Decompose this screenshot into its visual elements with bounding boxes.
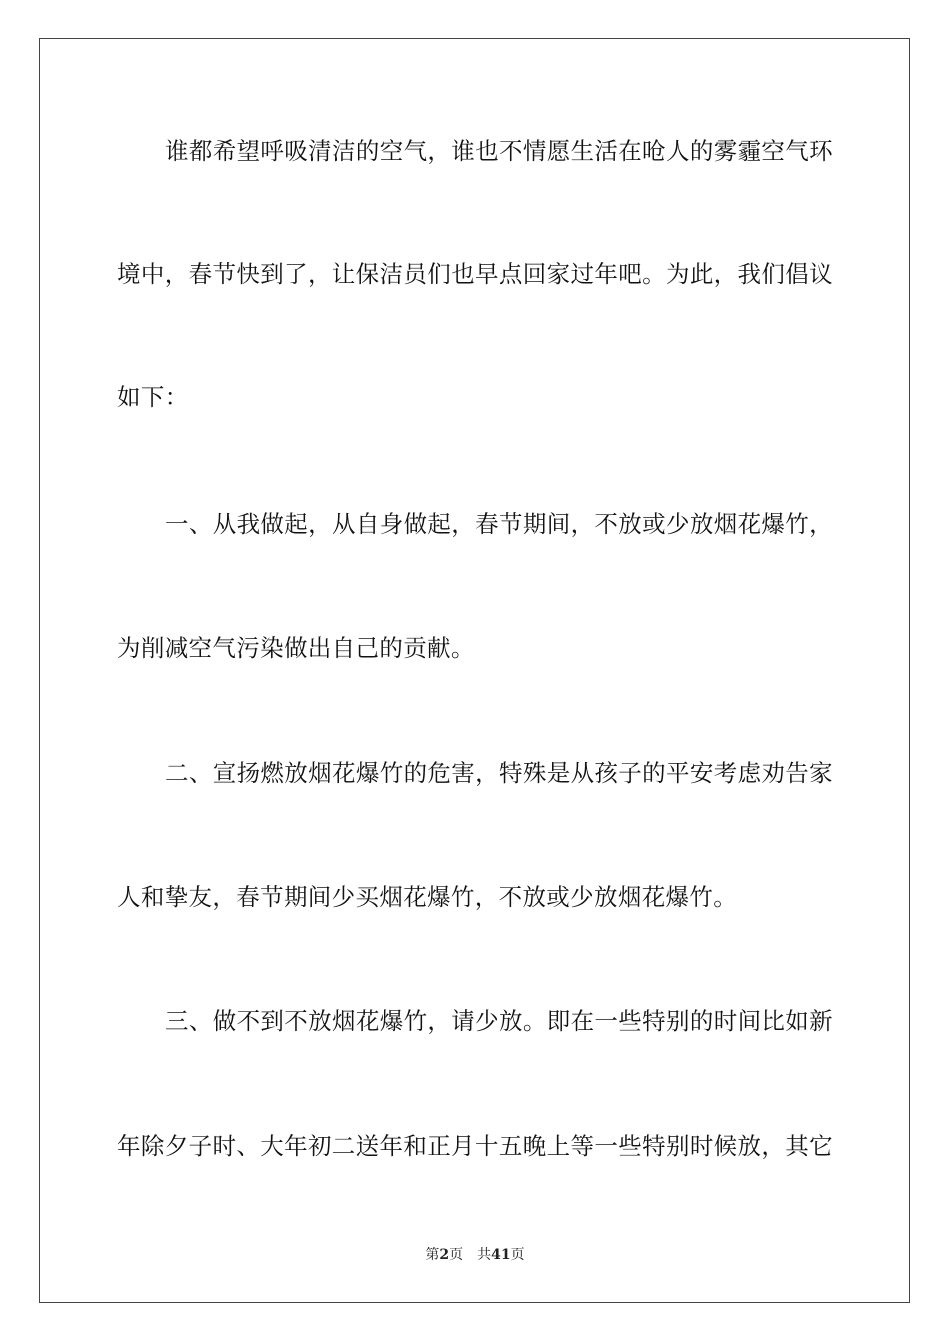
paragraph-line: 为削减空气污染做出自己的贡献。 [117,634,475,662]
paragraph-line: 二、宣扬燃放烟花爆竹的危害，特殊是从孩子的平安考虑劝告家 [165,759,833,787]
paragraph-line: 如下： [117,383,189,411]
page-footer [0,1245,950,1265]
page-label: 第2页 [425,1247,464,1263]
total-pages-label: 共41页 [477,1247,525,1263]
paragraph-line: 人和挚友，春节期间少买烟花爆竹，不放或少放烟花爆竹。 [117,883,738,911]
paragraph-line: 谁都希望呼吸清洁的空气，谁也不情愿生活在呛人的雾霾空气环 [165,137,833,165]
paragraph-line: 一、从我做起，从自身做起，春节期间，不放或少放烟花爆竹， [165,510,833,538]
paragraph-line: 三、做不到不放烟花爆竹，请少放。即在一些特别的时间比如新 [165,1007,833,1035]
page-frame [39,38,910,1303]
paragraph-line: 年除夕子时、大年初二送年和正月十五晚上等一些特别时候放，其它 [117,1132,833,1160]
page-number: 2 [439,1247,450,1263]
paragraph-line: 境中，春节快到了，让保洁员们也早点回家过年吧。为此，我们倡议 [117,260,833,288]
total-pages: 41 [491,1247,511,1263]
